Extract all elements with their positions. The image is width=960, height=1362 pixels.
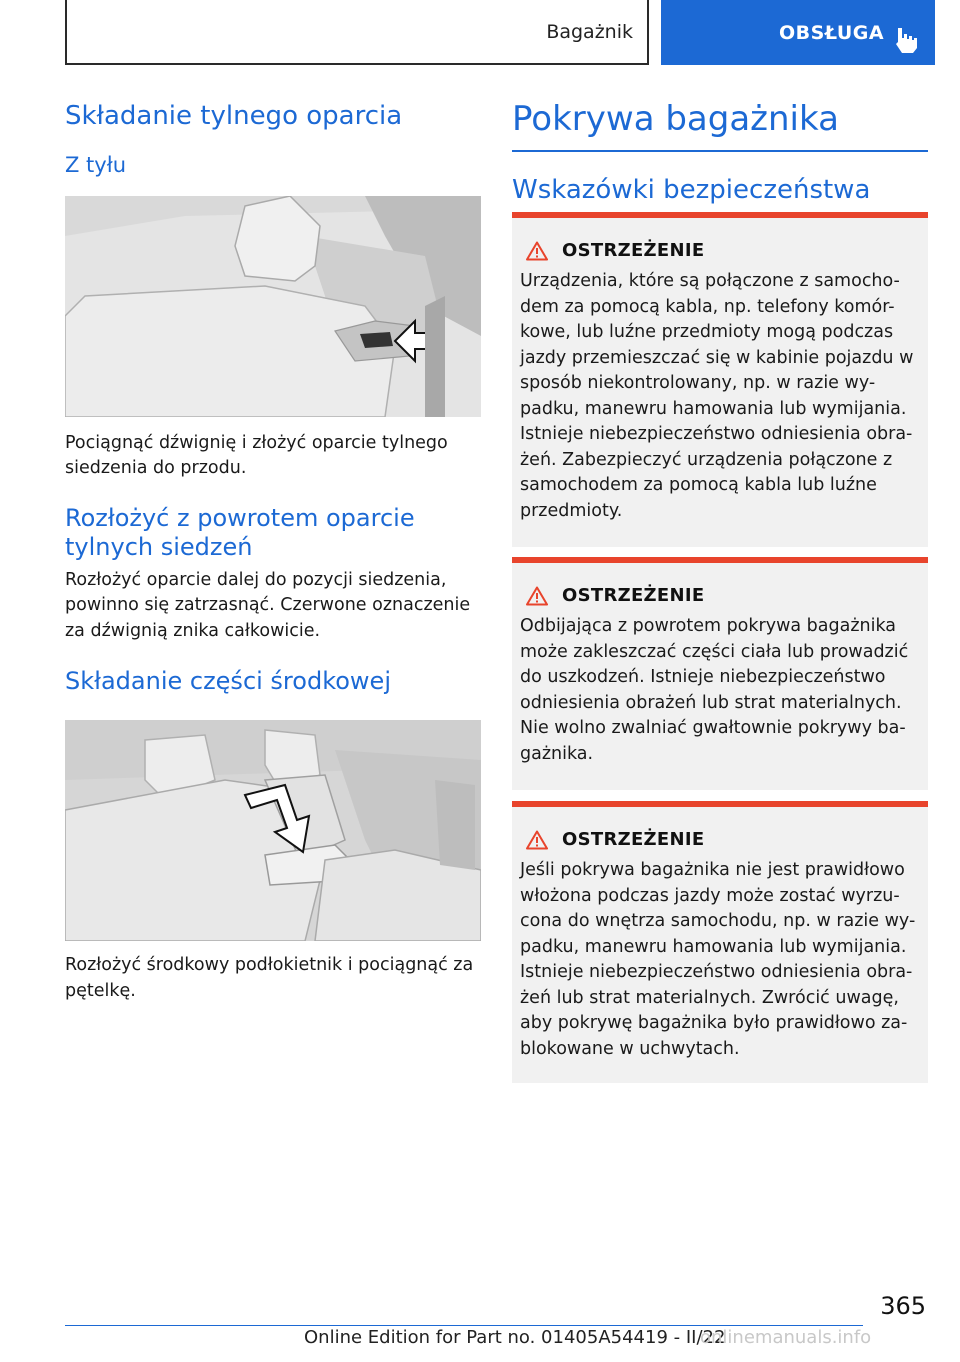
heading-unfold: Rozłożyć z powrotem oparcie tylnych siedzeń bbox=[65, 503, 415, 561]
watermark-text: onlinemanuals.info bbox=[700, 1327, 872, 1348]
page-subtitle: Wskazówki bezpieczeństwa bbox=[512, 174, 871, 205]
title-rule bbox=[512, 150, 928, 152]
section-tab bbox=[65, 0, 649, 65]
warning-triangle-icon bbox=[526, 241, 548, 261]
warning-label: OSTRZEŻENIE bbox=[562, 829, 705, 850]
section-label: Bagażnik bbox=[546, 20, 633, 43]
warning-box-1 bbox=[512, 212, 928, 547]
page-number: 365 bbox=[880, 1292, 926, 1320]
left-column bbox=[65, 95, 481, 1004]
warning-text: Urządzenia, które są połączone z samocho-dem za pomocą kabla, np. telefony komór-kowe, lub luźne przedmioty mogą podczas jazdy przemieszczać się w kabinie pojazdu w sposób niekontrolowany, np. w razie wy-padku, manewru hamowania lub wymijania. Istnieje niebezpieczeństwo odniesienia obra-żeń. Zabezpieczyć urządzenia połączone z samochodem za pomocą kabla lub luźne przedmioty. bbox=[520, 271, 914, 521]
warning-header bbox=[520, 240, 918, 261]
right-column bbox=[512, 95, 928, 206]
unfold-text: Rozłożyć oparcie dalej do pozycji siedzenia, powinno się zatrzasnąć. Czerwone oznaczenie za dźwignią znika całkowicie. bbox=[65, 569, 471, 641]
heading-fold-back: Składanie tylnego oparcia bbox=[65, 101, 403, 131]
page-title: Pokrywa bagażnika bbox=[512, 99, 839, 139]
subheading-rear: Z tyłu bbox=[65, 152, 127, 177]
hand-pointer-icon bbox=[893, 26, 919, 54]
warning-label: OSTRZEŻENIE bbox=[562, 240, 705, 261]
warning-box-3 bbox=[512, 801, 928, 1083]
chapter-label: OBSŁUGA bbox=[779, 21, 885, 44]
warning-triangle-icon bbox=[526, 586, 548, 606]
warning-box-2 bbox=[512, 557, 928, 790]
warning-text: Jeśli pokrywa bagażnika nie jest prawidłowo włożona podczas jazdy może zostać wyrzu-cona do wnętrza samochodu, np. w razie wy-padku, manewru hamowania lub wymijania. Istnieje niebezpieczeństwo odniesienia obra-żeń lub strat materialnych. Zwrócić uwagę, aby pokrywę bagażnika było prawidłowo za-blokowane w uchwytach. bbox=[520, 860, 916, 1059]
warning-text: Odbijająca z powrotem pokrywa bagażnika może zakleszczać części ciała lub prowadzić do uszkodzeń. Istnieje niebezpieczeństwo odniesienia obrażeń lub strat materialnych. Nie wolno zwalniać gwałtownie pokrywy ba-gażnika. bbox=[520, 616, 909, 764]
warning-header bbox=[520, 829, 918, 850]
warning-label: OSTRZEŻENIE bbox=[562, 585, 705, 606]
image1-caption: Pociągnąć dźwignię i złożyć oparcie tylnego siedzenia do przodu. bbox=[65, 432, 448, 479]
warning-header bbox=[520, 585, 918, 606]
warning-triangle-icon bbox=[526, 830, 548, 850]
heading-fold-center: Składanie części środkowej bbox=[65, 667, 391, 696]
footer-rule bbox=[65, 1325, 863, 1326]
image2-caption: Rozłożyć środkowy podłokietnik i pociągnąć za pętelkę. bbox=[65, 955, 474, 1001]
illustration-center-armrest bbox=[65, 720, 481, 941]
edition-text: Online Edition for Part no. 01405A54419 - II/22 bbox=[304, 1327, 726, 1348]
illustration-rear-seat-lever bbox=[65, 196, 481, 417]
